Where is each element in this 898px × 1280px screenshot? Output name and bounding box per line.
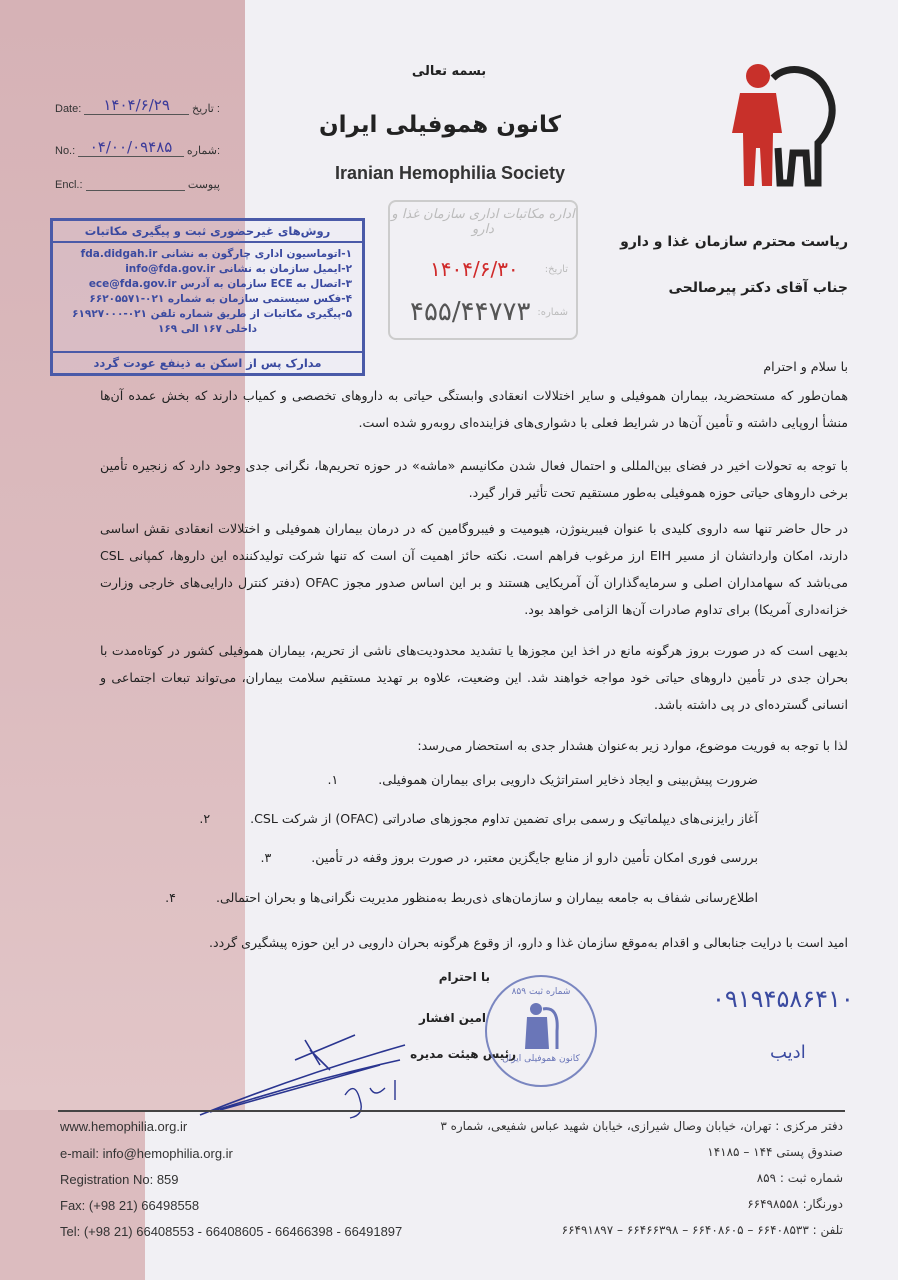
- footer-registration: Registration No: 859: [60, 1172, 179, 1187]
- footer-fax-fa: دورنگار: ۶۶۴۹۸۵۵۸: [747, 1197, 843, 1211]
- footer-registration-fa: شماره ثبت : ۸۵۹: [756, 1171, 843, 1185]
- handwritten-phone: ۰۹۱۹۴۵۸۶۴۱۰: [712, 985, 854, 1013]
- date-value: ۱۴۰۴/۶/۲۹: [84, 96, 189, 115]
- enclosure-field: Encl.: پیوست: [55, 179, 220, 191]
- list-item: آغاز رایزنی‌های دیپلماتیک و رسمی برای تضمین تداوم مجوزهای صادراتی (OFAC) از شرکت CSL. ۲.: [199, 811, 758, 826]
- signature-title: رئیس هیئت مدیره: [410, 1047, 516, 1061]
- list-item: اطلاع‌رسانی شفاف به جامعه بیماران و سازمان‌های ذی‌ربط به‌منظور مدیریت نگرانی‌ها و بحران احتمالی. ۴.: [165, 890, 758, 905]
- list-item: بررسی فوری امکان تأمین دارو از منابع جایگزین معتبر، در صورت بروز وقفه در تأمین. ۳.: [260, 850, 758, 865]
- signature-regards: با احترام: [438, 970, 490, 984]
- footer-address: دفتر مرکزی : تهران، خیابان وصال شیرازی، خیابان شهید عباس شفیعی، شماره ۳: [440, 1119, 843, 1133]
- date-field: Date: ۱۴۰۴/۶/۲۹ تاریخ :: [55, 96, 220, 115]
- number-value: ۰۴/۰۰/۰۹۴۸۵: [78, 138, 184, 157]
- salutation: با سلام و احترام: [763, 359, 848, 374]
- footer-email: e-mail: info@hemophilia.org.ir: [60, 1146, 233, 1161]
- paragraph: در حال حاضر تنها سه داروی کلیدی با عنوان فیبرینوژن، هیومیت و فیبروگامین که در درمان بیماران هموفیلی و اختلالات انعقادی نقش اساسی دارند، امکان وارداتشان از مسیر EIH ارز مرغوب فراهم است. نکته حائز اهمیت آن است که تنها شرکت تولیدکننده این داروها، کمپانی CSL می‌باشد که سهامداران اصلی و سرمایه‌گذاران آن آمریکایی هستند و بر این اساس صدور مجوز OFAC (دفتر کنترل دارایی‌های خارجی وزارت خزانه‌داری آمریکا) برای تداوم صادرات آن‌ها الزامی خواهد بود.: [100, 521, 848, 617]
- footer-website: www.hemophilia.org.ir: [60, 1119, 188, 1134]
- fda-contact-stamp: روش‌های غیرحضوری ثبت و پیگیری مکاتبات ۱-اتوماسیون اداری چارگون به نشانی fda.didgah.ir ۲-ایمیل سازمان به نشانی info@fda.gov.ir ۳-اتصال به ECE سازمان به آدرس ece@fda.gov.ir ۴-فکس سیستمی سازمان به شماره ۰۲۱-۶۶۲۰۵۵۷۱ ۵-پیگیری مکاتبات از طریق شماره تلفن ۰۲۱-۶۱۹۲۷۰۰۰ داخلی ۱۶۷ الی ۱۶۹ مدارک پس از اسکن به ذینفع عودت گردد: [50, 218, 365, 376]
- addressee-name: جناب آقای دکتر پیرصالحی: [668, 280, 848, 296]
- list-item: ضرورت پیش‌بینی و ایجاد ذخایر استراتژیک دارویی برای بیماران هموفیلی. ۱.: [327, 772, 758, 787]
- society-seal: شماره ثبت ۸۵۹ کانون هموفیلی ایران: [485, 975, 597, 1087]
- handwritten-signature-icon: [180, 1020, 420, 1120]
- org-name-en: Iranian Hemophilia Society: [334, 163, 566, 183]
- seal-logo-icon: [521, 1001, 561, 1051]
- footer-tel: Tel: (+98 21) 66408553 - 66408605 - 66466398 - 66491897: [60, 1224, 403, 1239]
- addressee-title: ریاست محترم سازمان غذا و دارو: [620, 234, 848, 250]
- handwritten-note: ادیب: [770, 1042, 806, 1063]
- receipt-date: ۱۴۰۴/۶/۳۰: [430, 257, 519, 281]
- bismillah: بسمه تعالی: [411, 64, 487, 79]
- footer-divider: [58, 1110, 845, 1112]
- lead-sentence: لذا با توجه به فوریت موضوع، موارد زیر به‌عنوان هشدار جدی به استحضار می‌رسد:: [417, 738, 848, 753]
- footer-fax: Fax: (+98 21) 66498558: [60, 1198, 200, 1213]
- signature-name: امین افشار: [418, 1011, 486, 1025]
- receipt-number: ۴۵۵/۴۴۷۷۳: [410, 297, 531, 327]
- receipt-stamp: اداره مکاتبات اداری سازمان غذا و دارو تاریخ: ۱۴۰۴/۶/۳۰ شماره: ۴۵۵/۴۴۷۷۳: [388, 200, 578, 340]
- paragraph: همان‌طور که مستحضرید، بیماران هموفیلی و سایر اختلالات انعقادی وابستگی حیاتی به داروهای تخصصی و کمیاب دارند که بخش عمده آن‌ها منشأ اروپایی داشته و تأمین آن‌ها در شرایط فعلی با دشواری‌های فزاینده‌ای روبه‌رو شده است.: [100, 388, 848, 430]
- org-name-fa: کانون هموفیلی ایران: [319, 112, 561, 138]
- paragraph: بدیهی است که در صورت بروز هرگونه مانع در اخذ این مجوزها یا تشدید محدودیت‌های ناشی از تحریم، بیماران هموفیلی کشور در کوتاه‌مدت با بحران جدی در تأمین داروهای حیاتی خود مواجه خواهند شد. این وضعیت، علاوه بر تهدید مستقیم سلامت بیماران، می‌تواند تبعات اجتماعی و انسانی گسترده‌ای در پی داشته باشد.: [100, 643, 848, 712]
- closing: امید است با درایت جنابعالی و اقدام به‌موقع سازمان غذا و دارو، از وقوع هرگونه بحران دارویی در این حوزه پیشگیری گردد.: [208, 935, 848, 950]
- footer-tel-fa: تلفن : ۶۶۴۰۸۵۳۳ – ۶۶۴۰۸۶۰۵ – ۶۶۴۶۶۳۹۸ – ۶۶۴۹۱۸۹۷: [561, 1223, 843, 1237]
- number-field: No.: ۰۴/۰۰/۰۹۴۸۵ شماره:: [55, 138, 220, 157]
- letterhead-band-footer: [0, 1110, 145, 1280]
- footer-pobox: صندوق پستی ۱۴۴ – ۱۴۱۸۵: [707, 1145, 843, 1159]
- society-logo-icon: [718, 58, 843, 193]
- paragraph: با توجه به تحولات اخیر در فضای بین‌المللی و احتمال فعال شدن مکانیسم «ماشه» در حوزه تحریم‌ها، نگرانی جدی وجود دارد که زنجیره تأمین برخی داروهای حیاتی حوزه هموفیلی به‌طور مستقیم تحت تأثیر قرار گیرد.: [100, 458, 848, 500]
